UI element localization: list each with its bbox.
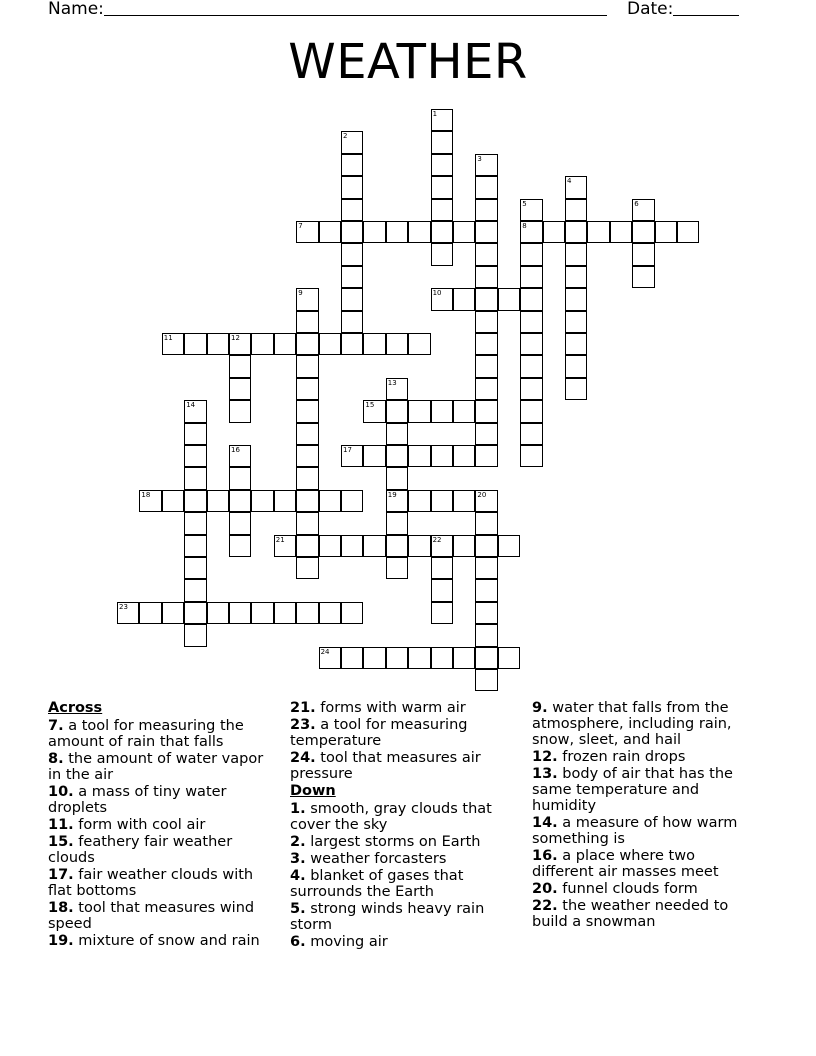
grid-cell[interactable] — [363, 535, 385, 557]
clue-number-label: 1. — [290, 801, 306, 817]
across-clue — [48, 817, 273, 833]
grid-cell[interactable] — [386, 400, 408, 422]
clue-number-label: 17. — [48, 867, 74, 883]
down-clue — [532, 848, 747, 880]
clue-number: 18 — [141, 490, 151, 499]
down-clue — [532, 749, 747, 765]
down-clue — [290, 901, 512, 933]
clue-number-label: 21. — [290, 700, 316, 716]
grid-cell[interactable] — [520, 333, 542, 355]
across-clue — [290, 717, 512, 749]
grid-cell[interactable] — [341, 199, 363, 221]
grid-cell[interactable] — [655, 221, 677, 243]
grid-cell[interactable] — [475, 311, 497, 333]
clue-text: tool that measures wind speed — [48, 900, 255, 933]
grid-cell[interactable] — [386, 512, 408, 534]
grid-cell[interactable] — [386, 333, 408, 355]
clue-number-label: 9. — [532, 700, 548, 716]
clue-number-label: 22. — [532, 898, 558, 914]
across-heading: Across — [48, 700, 103, 716]
clue-number-label: 11. — [48, 817, 74, 834]
grid-cell[interactable] — [475, 445, 497, 467]
grid-cell[interactable] — [431, 602, 453, 624]
down-clue — [290, 801, 512, 833]
clue-number-label: 19. — [48, 933, 74, 949]
date-label: Date: — [627, 0, 674, 19]
grid-cell[interactable] — [475, 512, 497, 534]
grid-cell[interactable] — [408, 400, 430, 422]
grid-cell[interactable] — [565, 199, 587, 221]
grid-cell[interactable] — [431, 579, 453, 601]
clue-number: 21 — [275, 535, 285, 544]
grid-cell[interactable] — [408, 445, 430, 467]
clue-text: the weather needed to build a snowman — [532, 898, 729, 931]
clue-text: largest storms on Earth — [305, 834, 481, 850]
clue-text: a mass of tiny water droplets — [48, 784, 227, 817]
grid-cell[interactable] — [565, 266, 587, 288]
grid-cell[interactable] — [431, 557, 453, 579]
clues-column-1 — [48, 700, 273, 950]
grid-cell[interactable] — [543, 221, 565, 243]
grid-cell[interactable] — [453, 490, 475, 512]
grid-cell[interactable] — [431, 647, 453, 669]
clue-number-label: 8. — [48, 751, 64, 768]
grid-cell[interactable] — [453, 221, 475, 243]
grid-cell[interactable] — [251, 490, 273, 512]
clue-number: 3 — [477, 154, 482, 163]
across-clue — [48, 751, 273, 783]
clue-number: 8 — [522, 222, 527, 230]
grid-cell[interactable] — [453, 535, 475, 557]
grid-cell[interactable] — [184, 445, 206, 467]
grid-cell[interactable] — [341, 333, 363, 355]
down-clue — [532, 766, 747, 815]
clue-number: 14 — [186, 401, 196, 410]
grid-cell[interactable] — [408, 535, 430, 557]
clue-number: 22 — [432, 535, 442, 544]
grid-cell[interactable] — [363, 647, 385, 669]
clue-number: 2 — [343, 132, 348, 141]
grid-cell[interactable] — [431, 243, 453, 265]
across-clue — [48, 933, 273, 949]
clue-text: tool that measures air pressure — [290, 749, 481, 782]
grid-cell[interactable] — [341, 602, 363, 624]
grid-cell[interactable] — [475, 333, 497, 355]
grid-cell[interactable] — [565, 355, 587, 377]
grid-cell[interactable] — [296, 400, 318, 422]
grid-cell[interactable] — [475, 647, 497, 669]
clue-number: 17 — [343, 446, 352, 454]
grid-cell[interactable] — [139, 602, 161, 624]
grid-cell[interactable] — [431, 176, 453, 198]
clue-number: 10 — [432, 289, 442, 298]
grid-cell[interactable] — [408, 221, 430, 243]
clue-number: 6 — [634, 199, 639, 208]
grid-cell[interactable] — [565, 333, 587, 355]
grid-cell[interactable] — [207, 490, 229, 512]
grid-cell[interactable] — [341, 647, 363, 669]
grid-cell[interactable] — [520, 311, 542, 333]
grid-cell[interactable] — [251, 333, 273, 355]
grid-cell[interactable] — [274, 333, 296, 355]
clue-number-label: 20. — [532, 881, 558, 898]
down-clue — [532, 815, 747, 847]
clue-number-label: 10. — [48, 784, 74, 801]
grid-cell[interactable] — [296, 355, 318, 377]
clues-column-2 — [290, 700, 512, 950]
across-clue — [48, 784, 273, 816]
down-clue — [532, 700, 747, 749]
clue-number-label: 13. — [532, 766, 558, 782]
clue-text: weather forcasters — [305, 850, 447, 867]
grid-cell[interactable] — [431, 490, 453, 512]
clue-text: a tool for measuring the amount of rain that falls — [48, 718, 244, 751]
grid-cell[interactable] — [475, 602, 497, 624]
clue-text: frozen rain drops — [557, 749, 686, 766]
clue-number: 4 — [567, 177, 572, 186]
grid-cell[interactable] — [475, 579, 497, 601]
down-clue — [532, 898, 747, 930]
grid-cell[interactable] — [341, 490, 363, 512]
grid-cell[interactable] — [363, 333, 385, 355]
grid-cell[interactable] — [677, 221, 699, 243]
grid-cell[interactable] — [408, 490, 430, 512]
grid-cell[interactable] — [319, 490, 341, 512]
grid-cell[interactable] — [207, 602, 229, 624]
grid-cell[interactable] — [386, 467, 408, 489]
grid-cell[interactable] — [184, 624, 206, 646]
grid-cell[interactable] — [184, 579, 206, 601]
grid-cell[interactable] — [475, 535, 497, 557]
grid-cell[interactable] — [475, 243, 497, 265]
clue-text: funnel clouds form — [557, 881, 698, 898]
grid-cell[interactable] — [632, 243, 654, 265]
grid-cell[interactable] — [184, 467, 206, 489]
grid-cell[interactable] — [341, 266, 363, 288]
down-clue — [532, 881, 747, 897]
grid-cell[interactable] — [229, 467, 251, 489]
grid-cell[interactable] — [610, 221, 632, 243]
grid-cell[interactable] — [520, 288, 542, 310]
grid-cell[interactable] — [296, 490, 318, 512]
grid-cell[interactable] — [229, 400, 251, 422]
grid-cell[interactable] — [274, 490, 296, 512]
grid-cell[interactable] — [431, 154, 453, 176]
clue-text: strong winds heavy rain storm — [290, 900, 485, 933]
grid-cell[interactable] — [453, 400, 475, 422]
grid-cell[interactable] — [431, 221, 453, 243]
grid-cell[interactable] — [475, 400, 497, 422]
grid-cell[interactable] — [296, 467, 318, 489]
grid-cell[interactable] — [475, 176, 497, 198]
grid-cell[interactable] — [184, 602, 206, 624]
clue-number: 19 — [387, 490, 397, 499]
grid-cell[interactable] — [229, 602, 251, 624]
grid-cell[interactable] — [520, 355, 542, 377]
clue-number-label: 16. — [532, 848, 558, 865]
grid-cell[interactable] — [453, 288, 475, 310]
grid-cell[interactable] — [341, 288, 363, 310]
grid-cell[interactable] — [520, 243, 542, 265]
clue-text: form with cool air — [73, 817, 206, 834]
grid-cell[interactable] — [475, 199, 497, 221]
down-list-part-2 — [532, 700, 747, 930]
grid-cell[interactable] — [475, 378, 497, 400]
grid-cell[interactable] — [319, 221, 341, 243]
grid-cell[interactable] — [565, 243, 587, 265]
grid-cell[interactable] — [363, 445, 385, 467]
grid-cell[interactable] — [386, 445, 408, 467]
grid-cell[interactable] — [296, 333, 318, 355]
clue-number: 13 — [387, 378, 397, 387]
grid-cell[interactable] — [341, 535, 363, 557]
grid-cell[interactable] — [296, 602, 318, 624]
grid-cell[interactable] — [341, 176, 363, 198]
grid-cell[interactable] — [520, 378, 542, 400]
clue-number-label: 24. — [290, 749, 316, 766]
grid-cell[interactable] — [520, 400, 542, 422]
grid-cell[interactable] — [296, 311, 318, 333]
grid-cell[interactable] — [229, 535, 251, 557]
clue-number: 15 — [365, 401, 375, 410]
grid-cell[interactable] — [341, 311, 363, 333]
grid-cell[interactable] — [207, 333, 229, 355]
grid-cell[interactable] — [386, 557, 408, 579]
grid-cell[interactable] — [229, 378, 251, 400]
clue-number: 20 — [477, 490, 487, 499]
clue-number: 16 — [231, 446, 240, 454]
grid-cell[interactable] — [296, 512, 318, 534]
grid-cell[interactable] — [632, 221, 654, 243]
clue-text: the amount of water vapor in the air — [48, 751, 264, 784]
clue-number-label: 6. — [290, 933, 306, 950]
grid-cell[interactable] — [341, 243, 363, 265]
grid-cell[interactable] — [386, 535, 408, 557]
grid-cell[interactable] — [296, 378, 318, 400]
down-list-part-1 — [290, 801, 512, 950]
grid-cell[interactable] — [296, 445, 318, 467]
grid-cell[interactable] — [498, 535, 520, 557]
grid-cell[interactable] — [386, 221, 408, 243]
across-list-part-1 — [48, 718, 273, 949]
grid-cell[interactable] — [453, 445, 475, 467]
grid-cell[interactable] — [162, 602, 184, 624]
grid-cell[interactable] — [319, 535, 341, 557]
clue-number: 5 — [522, 199, 527, 208]
grid-cell[interactable] — [184, 490, 206, 512]
grid-cell[interactable] — [229, 355, 251, 377]
clue-text: forms with warm air — [315, 700, 466, 716]
clue-number-label: 23. — [290, 716, 316, 733]
grid-cell[interactable] — [341, 221, 363, 243]
grid-cell[interactable] — [408, 647, 430, 669]
clue-number-label: 5. — [290, 900, 306, 917]
grid-cell[interactable] — [274, 602, 296, 624]
grid-cell[interactable] — [475, 221, 497, 243]
grid-cell[interactable] — [408, 333, 430, 355]
grid-cell[interactable] — [296, 557, 318, 579]
down-clue — [290, 868, 512, 900]
grid-cell[interactable] — [386, 647, 408, 669]
clue-text: fair weather clouds with flat bottoms — [48, 867, 254, 900]
across-list-part-2 — [290, 700, 512, 782]
clue-text: blanket of gases that surrounds the Earth — [290, 867, 464, 900]
grid-cell[interactable] — [453, 647, 475, 669]
grid-cell[interactable] — [475, 288, 497, 310]
across-clue — [48, 718, 273, 750]
clue-number-label: 12. — [532, 749, 558, 766]
grid-cell[interactable] — [319, 333, 341, 355]
grid-cell[interactable] — [184, 423, 206, 445]
grid-cell[interactable] — [363, 221, 385, 243]
grid-cell[interactable] — [319, 602, 341, 624]
clue-number: 7 — [298, 222, 303, 230]
grid-cell[interactable] — [565, 221, 587, 243]
grid-cell[interactable] — [498, 647, 520, 669]
grid-cell[interactable] — [475, 423, 497, 445]
grid-cell[interactable] — [587, 221, 609, 243]
clue-number: 24 — [320, 647, 330, 656]
clue-number-label: 3. — [290, 850, 306, 867]
grid-cell[interactable] — [520, 445, 542, 467]
down-clue — [290, 834, 512, 850]
grid-cell[interactable] — [475, 624, 497, 646]
grid-cell[interactable] — [184, 557, 206, 579]
grid-cell[interactable] — [475, 557, 497, 579]
across-clue — [48, 834, 273, 866]
grid-cell[interactable] — [632, 266, 654, 288]
clue-number-label: 4. — [290, 867, 306, 884]
clue-number: 1 — [432, 110, 438, 118]
clue-number: 9 — [298, 289, 303, 298]
grid-cell[interactable] — [431, 445, 453, 467]
grid-cell[interactable] — [184, 512, 206, 534]
down-clue — [290, 851, 512, 867]
grid-cell[interactable] — [386, 423, 408, 445]
grid-cell[interactable] — [475, 669, 497, 691]
across-clue — [48, 867, 273, 899]
grid-cell[interactable] — [296, 535, 318, 557]
across-clue — [48, 900, 273, 932]
across-clue — [290, 700, 512, 716]
clue-text: smooth, gray clouds that cover the sky — [290, 801, 492, 834]
grid-cell[interactable] — [431, 199, 453, 221]
clue-text: water that falls from the atmosphere, including rain, snow, sleet, and hail — [532, 700, 732, 749]
down-heading: Down — [290, 782, 336, 799]
grid-cell[interactable] — [162, 490, 184, 512]
clue-number: 23 — [119, 602, 128, 611]
grid-cell[interactable] — [341, 154, 363, 176]
grid-cell[interactable] — [229, 512, 251, 534]
clue-number-label: 14. — [532, 815, 558, 832]
clues-column-3 — [532, 700, 747, 931]
clue-text: a tool for measuring temperature — [290, 716, 468, 749]
clue-text: moving air — [305, 933, 388, 950]
grid-cell[interactable] — [565, 288, 587, 310]
grid-cell[interactable] — [431, 131, 453, 153]
across-clue — [290, 750, 512, 782]
clue-text: a place where two different air masses meet — [532, 848, 719, 881]
name-label: Name: — [48, 0, 104, 19]
grid-cell[interactable] — [229, 490, 251, 512]
clue-number: 11 — [163, 334, 173, 342]
clue-number-label: 15. — [48, 834, 74, 850]
grid-cell[interactable] — [520, 423, 542, 445]
clue-text: a measure of how warm something is — [532, 815, 738, 848]
clue-text: mixture of snow and rain — [73, 933, 260, 949]
grid-cell[interactable] — [431, 400, 453, 422]
grid-cell[interactable] — [184, 333, 206, 355]
grid-cell[interactable] — [565, 311, 587, 333]
grid-cell[interactable] — [498, 288, 520, 310]
clue-number-label: 2. — [290, 834, 306, 850]
grid-cell[interactable] — [520, 266, 542, 288]
grid-cell[interactable] — [296, 423, 318, 445]
clue-text: body of air that has the same temperature and humidity — [532, 766, 733, 815]
clue-number-label: 18. — [48, 900, 74, 916]
clue-text: feathery fair weather clouds — [48, 834, 233, 867]
grid-cell[interactable] — [251, 602, 273, 624]
down-clue — [290, 934, 512, 950]
clue-number: 12 — [231, 334, 240, 342]
grid-cell[interactable] — [475, 355, 497, 377]
grid-cell[interactable] — [184, 535, 206, 557]
grid-cell[interactable] — [475, 266, 497, 288]
puzzle-title: WEATHER — [288, 34, 528, 90]
grid-cell[interactable] — [565, 378, 587, 400]
clue-number-label: 7. — [48, 718, 64, 735]
